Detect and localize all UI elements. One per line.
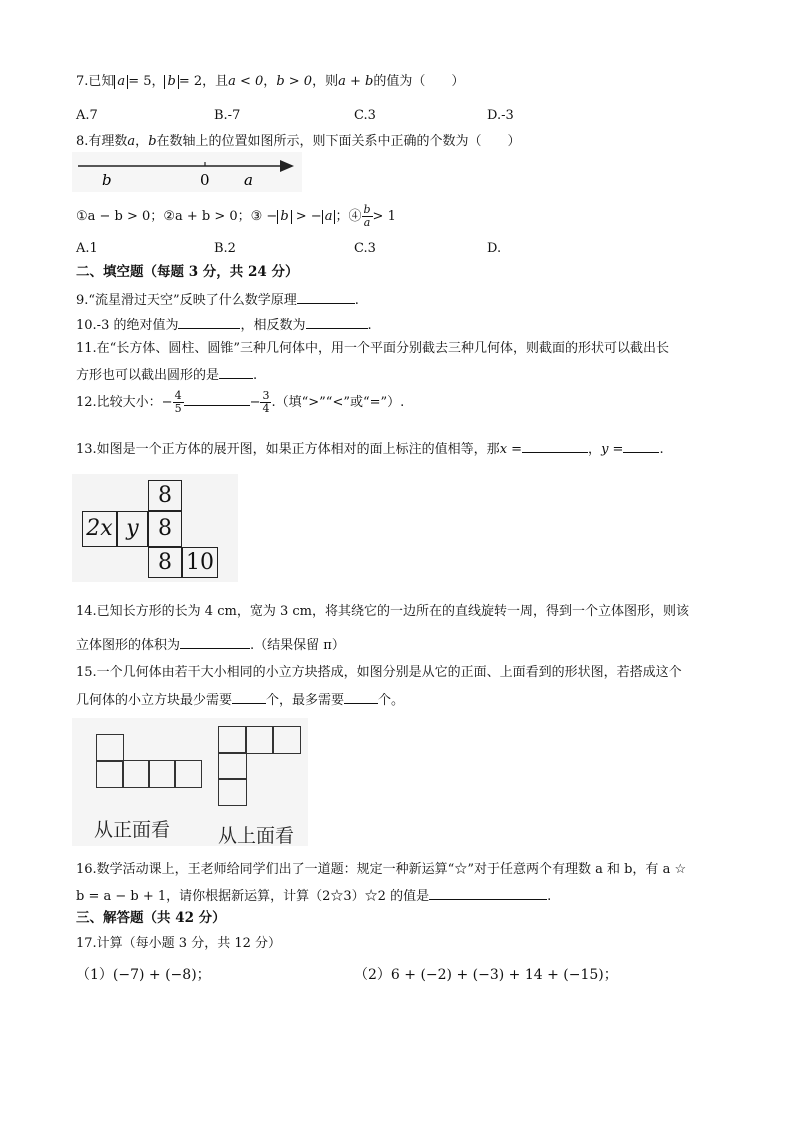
q8-option-d: D. [487, 241, 502, 256]
q9: 9.“流星滑过天空”反映了什么数学原理 . [76, 290, 359, 310]
q17-part-1: （1）(−7) + (−8)； [76, 967, 211, 983]
q7-stem: 7.已知 a = 5， b = 2，且a < 0，b > 0，则a + b的值为（ ） [76, 74, 465, 89]
front-view-cell [122, 760, 150, 788]
net-cell-bottom: 8 [148, 547, 182, 578]
cube-net-figure [72, 474, 238, 582]
top-view-cell [218, 778, 247, 806]
abs-a: a [114, 75, 128, 89]
q12: 12.比较大小：− $\frac{4}{5}$ − $\frac{3}{4}$ .（填“>”“<”或“=”）. [76, 389, 405, 415]
q7-option-d: D.-3 [487, 108, 514, 123]
q15-blank-min [232, 690, 266, 704]
q10-blank-1 [178, 315, 240, 329]
views-figure [72, 718, 308, 846]
q13-stem: 13.如图是一个正方体的展开图，如果正方体相对的面上标注的值相等，那x = ，y = . [76, 439, 664, 459]
q16-line-1: 16.数学活动课上，王老师给同学们出了一道题：规定一种新运算“☆”对于任意两个有理数 a 和 b，有 a ☆ [76, 862, 687, 877]
q16-line-2: b = a − b + 1，请你根据新运算，计算（2☆3）☆2 的值是 . [76, 886, 551, 906]
caption-top-view: 从上面看 [218, 825, 295, 847]
top-view-cell [245, 726, 274, 754]
q7-option-b: B.-7 [214, 108, 241, 123]
q16-blank [429, 886, 547, 900]
q15-line-2: 几何体的小立方块最少需要 个，最多需要 个。 [76, 690, 404, 710]
q7-option-a: A.7 [76, 108, 98, 123]
q8-option-a: A.1 [76, 241, 98, 256]
axis-label-zero: 0 [200, 171, 210, 189]
front-view-cell [174, 760, 202, 788]
section-2-title: 二、填空题（每题 3 分，共 24 分） [76, 264, 299, 280]
q10: 10.-3 的绝对值为 ，相反数为 . [76, 315, 372, 335]
net-cell-10: 10 [182, 547, 218, 578]
q15-blank-max [344, 690, 378, 704]
q8-option-c: C.3 [354, 241, 376, 256]
q13-blank-x [522, 439, 588, 453]
q11-blank [219, 365, 253, 379]
q8-statements: ①a − b > 0；②a + b > 0；③ − b > − a ；④ $\frac{b}{a}$ > 1 [76, 203, 396, 229]
axis-label-a: a [244, 171, 253, 189]
q9-blank [297, 290, 355, 304]
number-line-figure [72, 152, 302, 192]
q11-line-1: 11.在“长方体、圆柱、圆锥”三种几何体中，用一个平面分别截去三种几何体，则截面的形状可以截出长 [76, 341, 669, 356]
q11-line-2: 方形也可以截出圆形的是 . [76, 365, 257, 385]
net-cell-2x: 2x [82, 511, 117, 547]
q8-option-b: B.2 [214, 241, 236, 256]
net-cell-y: y [117, 511, 148, 547]
q12-blank [184, 392, 250, 406]
caption-front-view: 从正面看 [94, 819, 171, 841]
q8-stem: 8.有理数a，b在数轴上的位置如图所示，则下面关系中正确的个数为（ ） [76, 134, 521, 149]
net-cell-middle: 8 [148, 511, 182, 547]
q14-blank [180, 635, 250, 649]
front-view-cell [96, 760, 124, 788]
front-view-cell [96, 734, 124, 762]
top-view-cell [272, 726, 301, 754]
top-view-cell [218, 726, 247, 754]
q15-line-1: 15.一个几何体由若干大小相同的小立方块搭成，如图分别是从它的正面、上面看到的形状图，若搭成这个 [76, 665, 682, 680]
front-view-cell [148, 760, 176, 788]
section-3-title: 三、解答题（共 42 分） [76, 910, 226, 926]
q13-blank-y [623, 439, 659, 453]
q10-blank-2 [306, 315, 368, 329]
q17-part-2: （2）6 + (−2) + (−3) + 14 + (−15)； [354, 967, 618, 983]
top-view-cell [218, 752, 247, 780]
net-cell-top: 8 [148, 480, 182, 511]
q17-title: 17.计算（每小题 3 分，共 12 分） [76, 936, 282, 951]
q14-line-2: 立体图形的体积为 .（结果保留 π） [76, 635, 345, 655]
abs-b: b [164, 75, 178, 89]
q7-option-c: C.3 [354, 108, 376, 123]
axis-label-b: b [102, 171, 112, 189]
q14-line-1: 14.已知长方形的长为 4 cm，宽为 3 cm，将其绕它的一边所在的直线旋转一周，得到一个立体图形，则该 [76, 604, 689, 619]
